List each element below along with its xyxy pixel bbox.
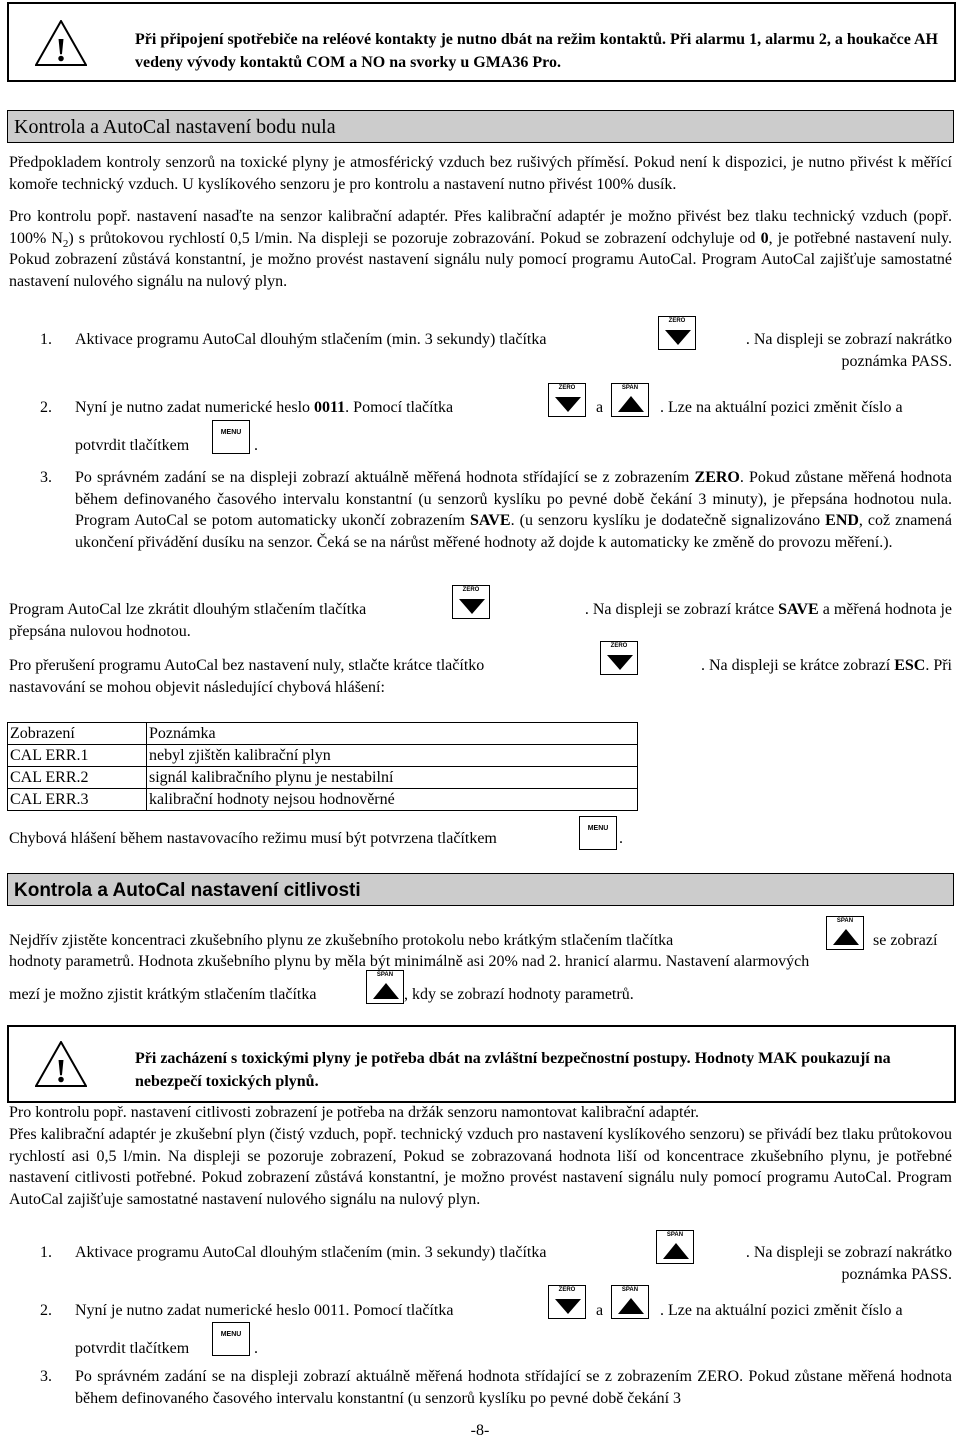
warning-text: Při zacházení s toxickými plyny je potřeba dbát na zvláštní bezpečnostní postupy. Hodnoty MAK poukazují na nebezpečí toxických plynů.	[135, 1050, 891, 1090]
down-arrow-icon	[605, 651, 635, 671]
concentration-paragraph: Nejdřív zjistěte koncentraci zkušebního plynu ze zkušebního protokolu nebo krátkým stlačením tlačítka se zobrazí hodnoty parametrů. Hodnota zkušebního plynu by měla být minimálně asi 20% nad 2. hranicí alarmu. Nastavení alarmových mezí je možno zjistit krátkým stlačením tlačítka , kdy se zobrazí hodnoty parametrů.	[9, 932, 938, 1003]
list-item: 3. Po správném zadání se na displeji zobrazí aktuálně měřená hodnota střídající se z zobrazením ZERO. Pokud zůstane měřená hodnota během definovaného časového intervalu konstantní (u senzorů kyslíku po pevné době čekání 3 minuty), je přepsána hodnotou nula. Program AutoCal se potom automaticky ukončí zobrazením SAVE. (u senzoru kyslíku je dodatečně signalizováno END, což znamená ukončení přivádění dusíku na senzor. Čeká se na nárůst měřené hodnoty až dojde k automaticky ke změně do provozu měření.).	[40, 469, 953, 551]
span-button[interactable]: SPAN	[611, 383, 649, 417]
span-button[interactable]: SPAN	[366, 970, 404, 1004]
menu-button[interactable]: MENU	[579, 816, 617, 850]
span-button[interactable]: SPAN	[611, 1285, 649, 1319]
zero-button[interactable]: ZERO	[548, 383, 586, 417]
warning-box	[7, 1025, 956, 1103]
abort-paragraph: Pro přerušení programu AutoCal bez nastavení nuly, stlačte krátce tlačítko . Na displeji se krátce zobrazí ESC. Při nastavování se mohou objevit následující chybová hlášení:	[9, 657, 952, 696]
list-item: 1. Aktivace programu AutoCal dlouhým stlačením (min. 3 sekundy) tlačítka	[40, 331, 547, 348]
zero-button[interactable]: ZERO	[600, 641, 638, 675]
svg-text:!: !	[55, 32, 67, 66]
error-table	[7, 722, 638, 811]
down-arrow-icon	[457, 595, 487, 615]
list-item: 2. Nyní je nutno zadat numerické heslo 0011. Pomocí tlačítka a . Lze na aktuální pozici změnit číslo a potvrdit tlačítkem .	[40, 1302, 903, 1357]
zero-button[interactable]: ZERO	[452, 585, 490, 619]
menu-button[interactable]: MENU	[212, 420, 250, 454]
span-button[interactable]: SPAN	[656, 1230, 694, 1264]
down-arrow-icon	[553, 393, 583, 413]
section-heading: Kontrola a AutoCal nastavení bodu nula	[7, 110, 954, 143]
down-arrow-icon	[553, 1295, 583, 1315]
up-arrow-icon	[616, 393, 646, 413]
intro-paragraph: Předpokladem kontroly senzorů na toxické plyny je atmosférický vzduch bez rušivých příměsí. Pokud není k dispozici, je nutno přivést k měřící komoře technický vzduch. U kyslíkového senzoru je pro kontrolu a nastavení nutno přivést 100% dusík.	[9, 154, 952, 193]
testgas-paragraph: Přes kalibrační adaptér je zkušební plyn (čistý vzduch, popř. technický vzduch pro nastavení kyslíkového senzoru) se přivádí bez tlaku průtokovou rychlostí asi 0,5 l/min. Na displeji se pozoruje zobrazení, Pokud se zobrazovaná hodnota liší od koncentrace zkušebního plynu, je potřebné nastavení citlivosti potřebné. Pokud zobrazení zůstává konstantní, je možno provést nastavení signálu nuly pomocí programu AutoCal. Program AutoCal zajišťuje samostatné nastavení nulového signálu na nulový plyn.	[9, 1126, 952, 1208]
warning-triangle-icon	[35, 1041, 87, 1087]
confirm-paragraph: Chybová hlášení během nastavovacího režimu musí být potvrzena tlačítkem	[9, 830, 497, 847]
page-number: -8-	[470, 1422, 490, 1439]
table-row: CAL ERR.3 kalibrační hodnoty nejsou hodnověrné	[8, 789, 638, 811]
section-heading: Kontrola a AutoCal nastavení citlivosti	[7, 873, 954, 906]
adapter-paragraph: Pro kontrolu popř. nastavení citlivosti zobrazení je potřeba na držák senzoru namontovat kalibrační adaptér.	[9, 1104, 699, 1121]
down-arrow-icon	[663, 326, 693, 346]
table-row: CAL ERR.2 signál kalibračního plynu je nestabilní	[8, 767, 638, 789]
menu-button[interactable]: MENU	[212, 1322, 250, 1356]
warning-text: Při připojení spotřebiče na reléové kontakty je nutno dbát na režim kontaktů. Při alarmu 1, alarmu 2, a houkačce AH vedeny vývody kontaktů COM a NO na svorky u GMA36 Pro.	[135, 31, 938, 71]
up-arrow-icon	[831, 926, 861, 946]
list-item: 3. Po správném zadání se na displeji zobrazí aktuálně měřená hodnota střídající se z zobrazením ZERO. Pokud zůstane měřená hodnota během definovaného časového intervalu konstantní (u senzorů kyslíku po pevné době čekání 3	[40, 1368, 952, 1407]
zero-button[interactable]: ZERO	[658, 316, 696, 350]
warning-triangle-icon	[35, 20, 87, 66]
adapter-paragraph: Pro kontrolu popř. nastavení nasaďte na senzor kalibrační adaptér. Přes kalibrační adaptér je možno přivést bez tlaku technický vzduch (popř. 100% $N_2$) s průtokovou rychlostí 0,5 l/min. Na displeji se pozoruje zobrazování. Pokud se zobrazení odchyluje od 0, je potřebné nastavení nuly. Pokud zobrazení zůstává konstantní, je možno provést nastavení signálu nuly pomocí programu AutoCal. Program AutoCal zajišťuje samostatné nastavení nulového signálu na nulový plyn.	[9, 208, 952, 290]
svg-text:!: !	[55, 1053, 67, 1087]
list-item: 1. Aktivace programu AutoCal dlouhým stlačením (min. 3 sekundy) tlačítka . Na displeji se zobrazí nakrátko poznámka PASS.	[40, 1244, 952, 1283]
shorten-paragraph: Program AutoCal lze zkrátit dlouhým stlačením tlačítka . Na displeji se zobrazí krátce SAVE a měřená hodnota je přepsána nulovou hodnotou.	[9, 601, 952, 640]
zero-button[interactable]: ZERO	[548, 1285, 586, 1319]
list-item: 2. Nyní je nutno zadat numerické heslo 0011. Pomocí tlačítka a . Lze na aktuální pozici změnit číslo a potvrdit tlačítkem .	[40, 399, 903, 454]
table-header-row: Zobrazení Poznámka	[8, 723, 638, 745]
warning-box	[7, 2, 956, 82]
span-button[interactable]: SPAN	[826, 916, 864, 950]
up-arrow-icon	[371, 980, 401, 1000]
up-arrow-icon	[616, 1295, 646, 1315]
up-arrow-icon	[661, 1240, 691, 1260]
table-row: CAL ERR.1 nebyl zjištěn kalibrační plyn	[8, 745, 638, 767]
